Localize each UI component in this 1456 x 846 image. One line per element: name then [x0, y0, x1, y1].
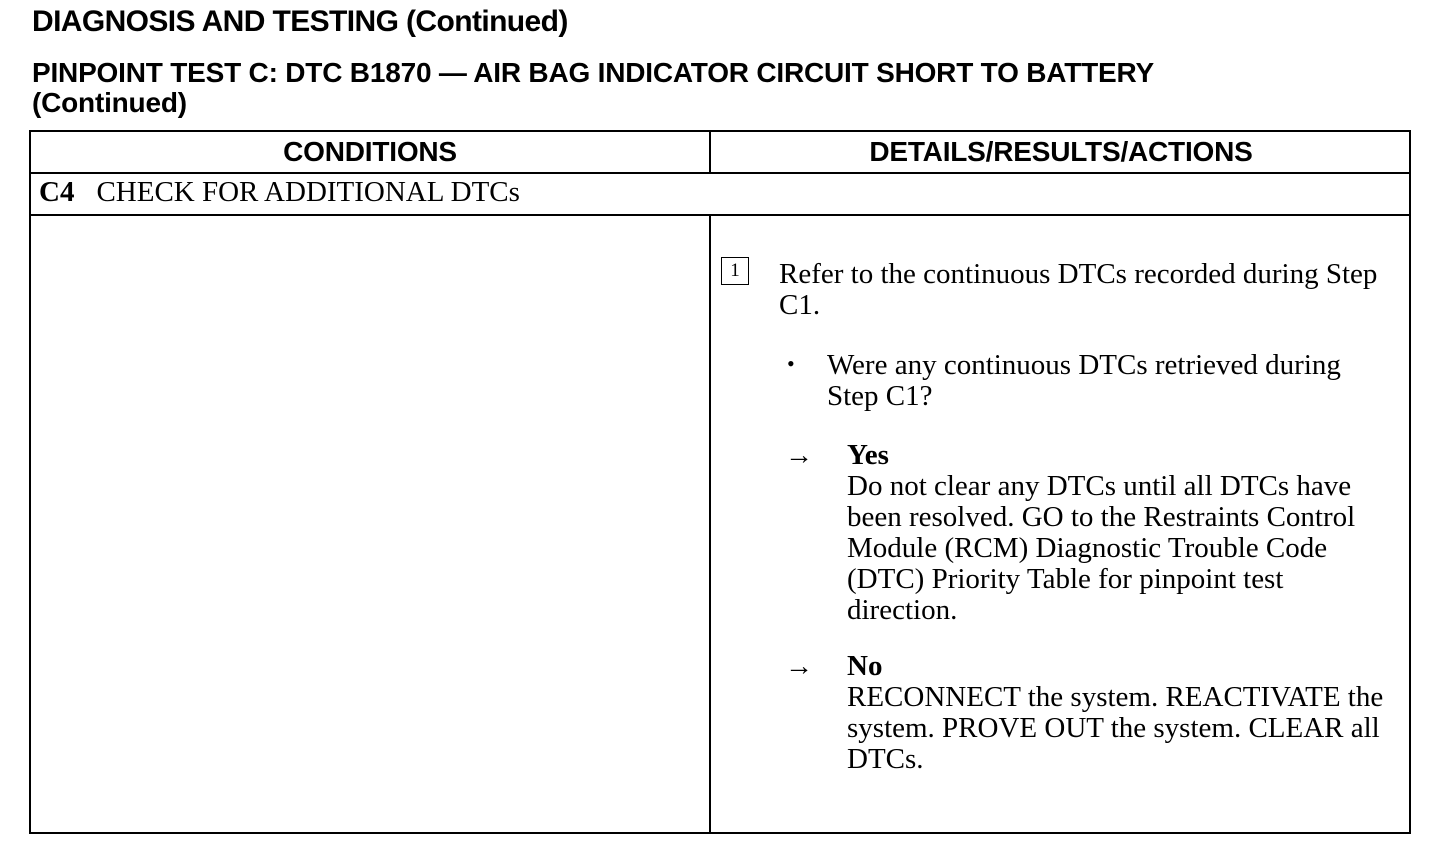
arrow-right-icon: →: [785, 651, 813, 682]
step-row: [39, 176, 520, 208]
result-yes-label: Yes: [847, 439, 889, 471]
result-no-action: RECONNECT the system. REACTIVATE the system. PROVE OUT the system. CLEAR all DTCs.: [847, 681, 1384, 775]
step-instruction: Refer to the continuous DTCs recorded during Step C1.: [779, 258, 1378, 321]
header-column-divider: [709, 132, 711, 172]
pinpoint-test-title: [32, 58, 1362, 118]
result-no-label: No: [847, 650, 883, 682]
body-column-divider: [709, 214, 711, 834]
step-number-box: 1: [721, 257, 749, 285]
test-question: Were any continuous DTCs retrieved during Step C1?: [827, 349, 1341, 412]
arrow-right-icon: →: [785, 440, 813, 471]
page-heading: DIAGNOSIS AND TESTING (Continued): [32, 5, 568, 38]
header-row-divider: [31, 172, 1409, 174]
bullet-icon: •: [787, 351, 795, 376]
pinpoint-test-table: [29, 130, 1411, 834]
conditions-column-header: CONDITIONS: [283, 136, 457, 167]
pinpoint-test-title-line1: PINPOINT TEST C: DTC B1870 — AIR BAG INDICATOR CIRCUIT SHORT TO BATTERY: [32, 57, 1154, 88]
conditions-cell: [31, 216, 709, 832]
step-id: C4: [39, 176, 75, 208]
pinpoint-test-title-line2: (Continued): [32, 87, 187, 118]
step-title: CHECK FOR ADDITIONAL DTCs: [96, 176, 520, 208]
result-yes-action: Do not clear any DTCs until all DTCs have been resolved. GO to the Restraints Control Module (RCM) Diagnostic Trouble Code (DTC) Priority Table for pinpoint test direction.: [847, 470, 1356, 626]
details-column-header: DETAILS/RESULTS/ACTIONS: [869, 136, 1253, 167]
